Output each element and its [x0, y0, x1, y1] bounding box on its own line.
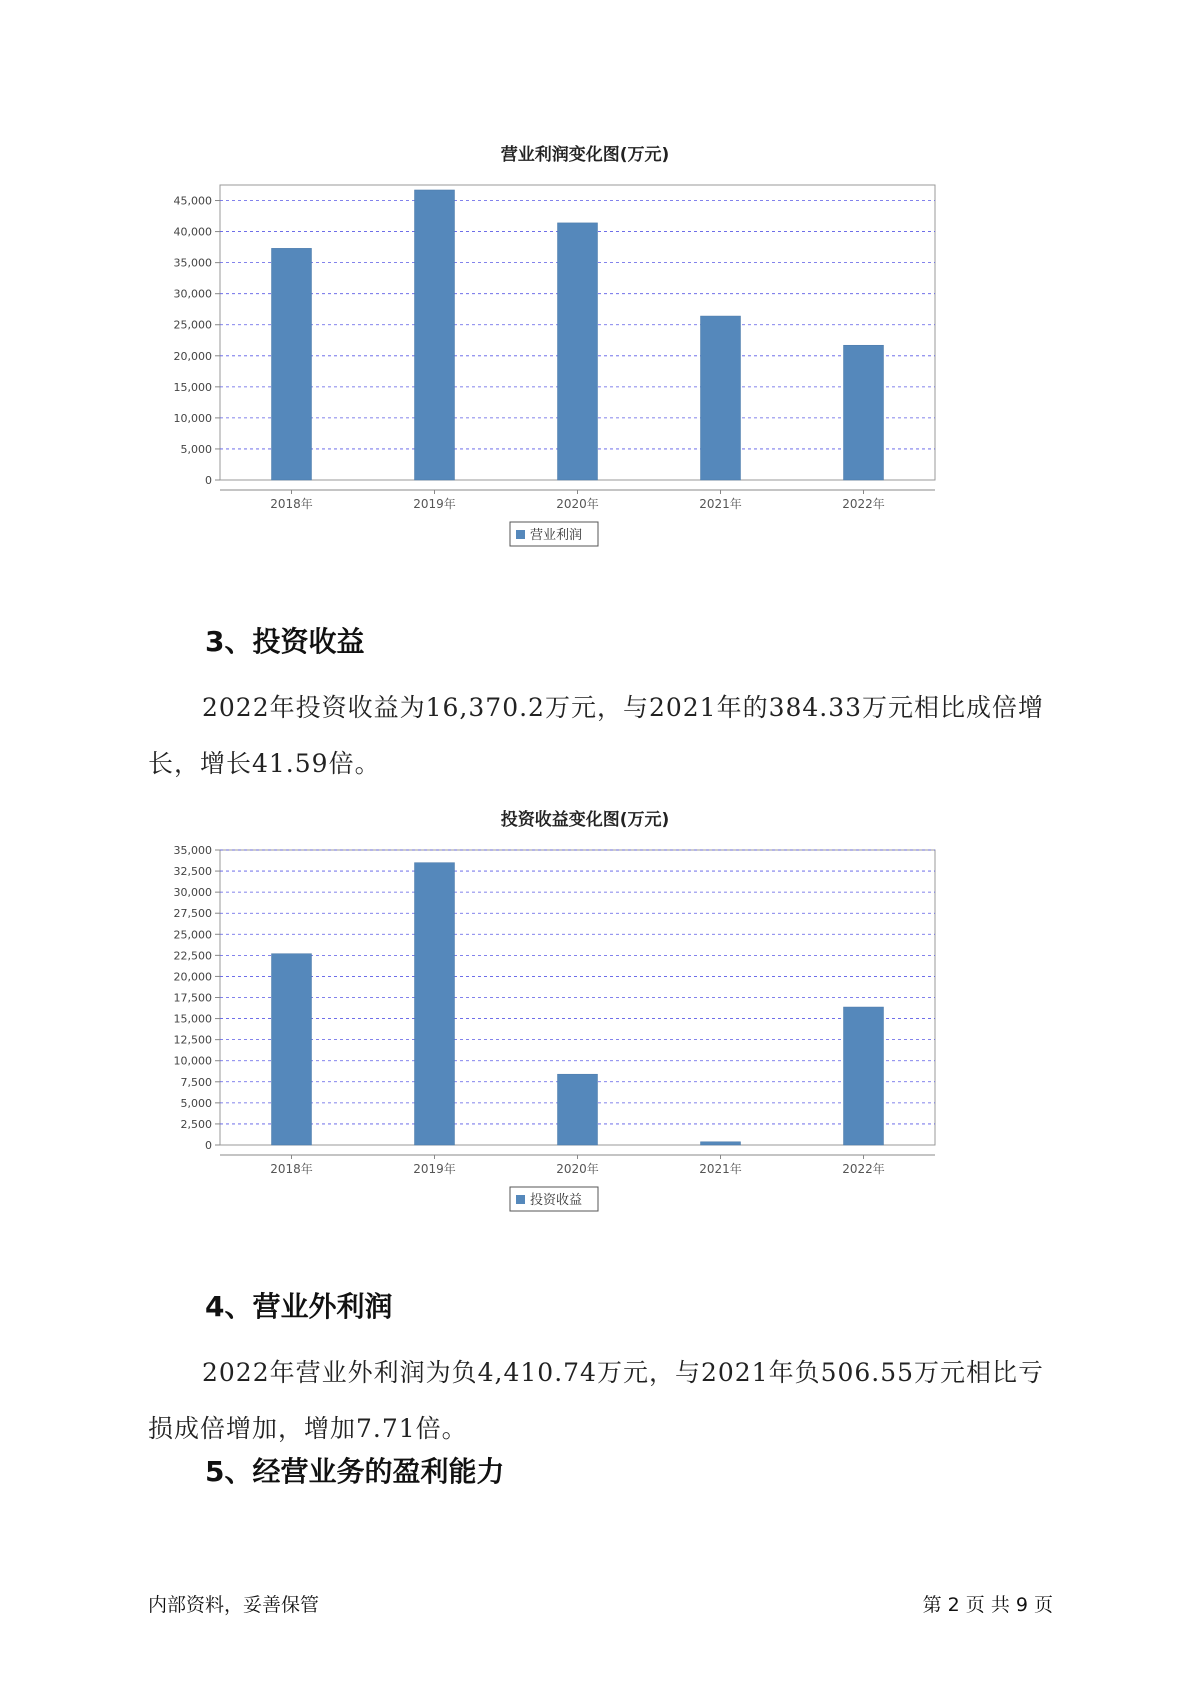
x-tick-label: 2021年: [699, 1162, 742, 1176]
y-tick-label: 25,000: [173, 928, 212, 942]
x-tick-label: 2018年: [270, 497, 313, 511]
chart-title: 营业利润变化图(万元): [500, 145, 670, 165]
section-paragraph-4: [148, 1345, 1048, 1457]
y-tick-label: 20,000: [173, 349, 212, 363]
x-tick-label: 2020年: [556, 1162, 599, 1176]
bar: [558, 1074, 598, 1145]
bar: [844, 1007, 884, 1145]
y-tick-label: 17,500: [173, 991, 212, 1005]
x-tick-label: 2021年: [699, 497, 742, 511]
bar: [415, 190, 455, 480]
legend-swatch: [516, 530, 525, 539]
y-tick-label: 5,000: [180, 442, 212, 456]
y-tick-label: 32,500: [173, 865, 212, 879]
operating-profit-chart: [150, 140, 1020, 580]
chart-canvas: [150, 140, 1020, 580]
y-tick-label: 35,000: [173, 844, 212, 857]
section-heading-4: 4、营业外利润: [205, 1290, 393, 1323]
y-tick-label: 0: [205, 1139, 212, 1152]
y-tick-label: 22,500: [173, 949, 212, 963]
y-tick-label: 15,000: [173, 1012, 212, 1026]
investment-income-chart: [150, 805, 1020, 1245]
bar: [844, 345, 884, 480]
section-heading-3: 3、投资收益: [205, 625, 365, 658]
bar: [558, 223, 598, 480]
x-tick-label: 2020年: [556, 497, 599, 511]
bar: [701, 316, 741, 480]
x-tick-label: 2022年: [842, 1162, 885, 1176]
legend-label: 投资收益: [530, 1193, 583, 1208]
y-tick-label: 10,000: [173, 411, 212, 425]
bar: [272, 248, 312, 480]
y-tick-label: 27,500: [173, 907, 212, 921]
chart-canvas: [150, 805, 1020, 1245]
y-tick-label: 15,000: [173, 380, 212, 394]
y-tick-label: 40,000: [173, 225, 212, 239]
y-tick-label: 0: [205, 474, 212, 487]
footer-page-number: 第 2 页 共 9 页: [922, 1594, 1053, 1616]
chart-title: 投资收益变化图(万元): [500, 810, 670, 830]
y-tick-label: 10,000: [173, 1054, 212, 1068]
bar: [701, 1142, 741, 1145]
legend: [510, 1187, 598, 1211]
x-tick-label: 2022年: [842, 497, 885, 511]
section-heading-5: 5、经营业务的盈利能力: [205, 1455, 505, 1488]
y-tick-label: 20,000: [173, 970, 212, 984]
bar: [272, 954, 312, 1145]
y-tick-label: 25,000: [173, 318, 212, 332]
y-tick-label: 5,000: [180, 1096, 212, 1110]
y-tick-label: 35,000: [173, 256, 212, 270]
y-tick-label: 12,500: [173, 1033, 212, 1047]
y-tick-label: 30,000: [173, 287, 212, 301]
bar: [415, 863, 455, 1145]
y-tick-label: 30,000: [173, 886, 212, 900]
x-tick-label: 2019年: [413, 497, 456, 511]
x-tick-label: 2018年: [270, 1162, 313, 1176]
y-tick-label: 45,000: [173, 194, 212, 208]
legend: [510, 522, 598, 546]
paragraph-text: 2022年营业外利润为负4,410.74万元，与2021年负506.55万元相比亏损成倍增加，增加7.71倍。: [148, 1358, 1045, 1443]
y-tick-label: 7,500: [180, 1075, 212, 1089]
footer-confidential-note: 内部资料，妥善保管: [148, 1594, 320, 1616]
legend-swatch: [516, 1195, 525, 1204]
legend-label: 营业利润: [530, 528, 583, 543]
section-paragraph-3: [148, 680, 1048, 792]
paragraph-text: 2022年投资收益为16,370.2万元，与2021年的384.33万元相比成倍增长，增长41.59倍。: [148, 693, 1045, 778]
x-tick-label: 2019年: [413, 1162, 456, 1176]
y-tick-label: 2,500: [180, 1117, 212, 1131]
